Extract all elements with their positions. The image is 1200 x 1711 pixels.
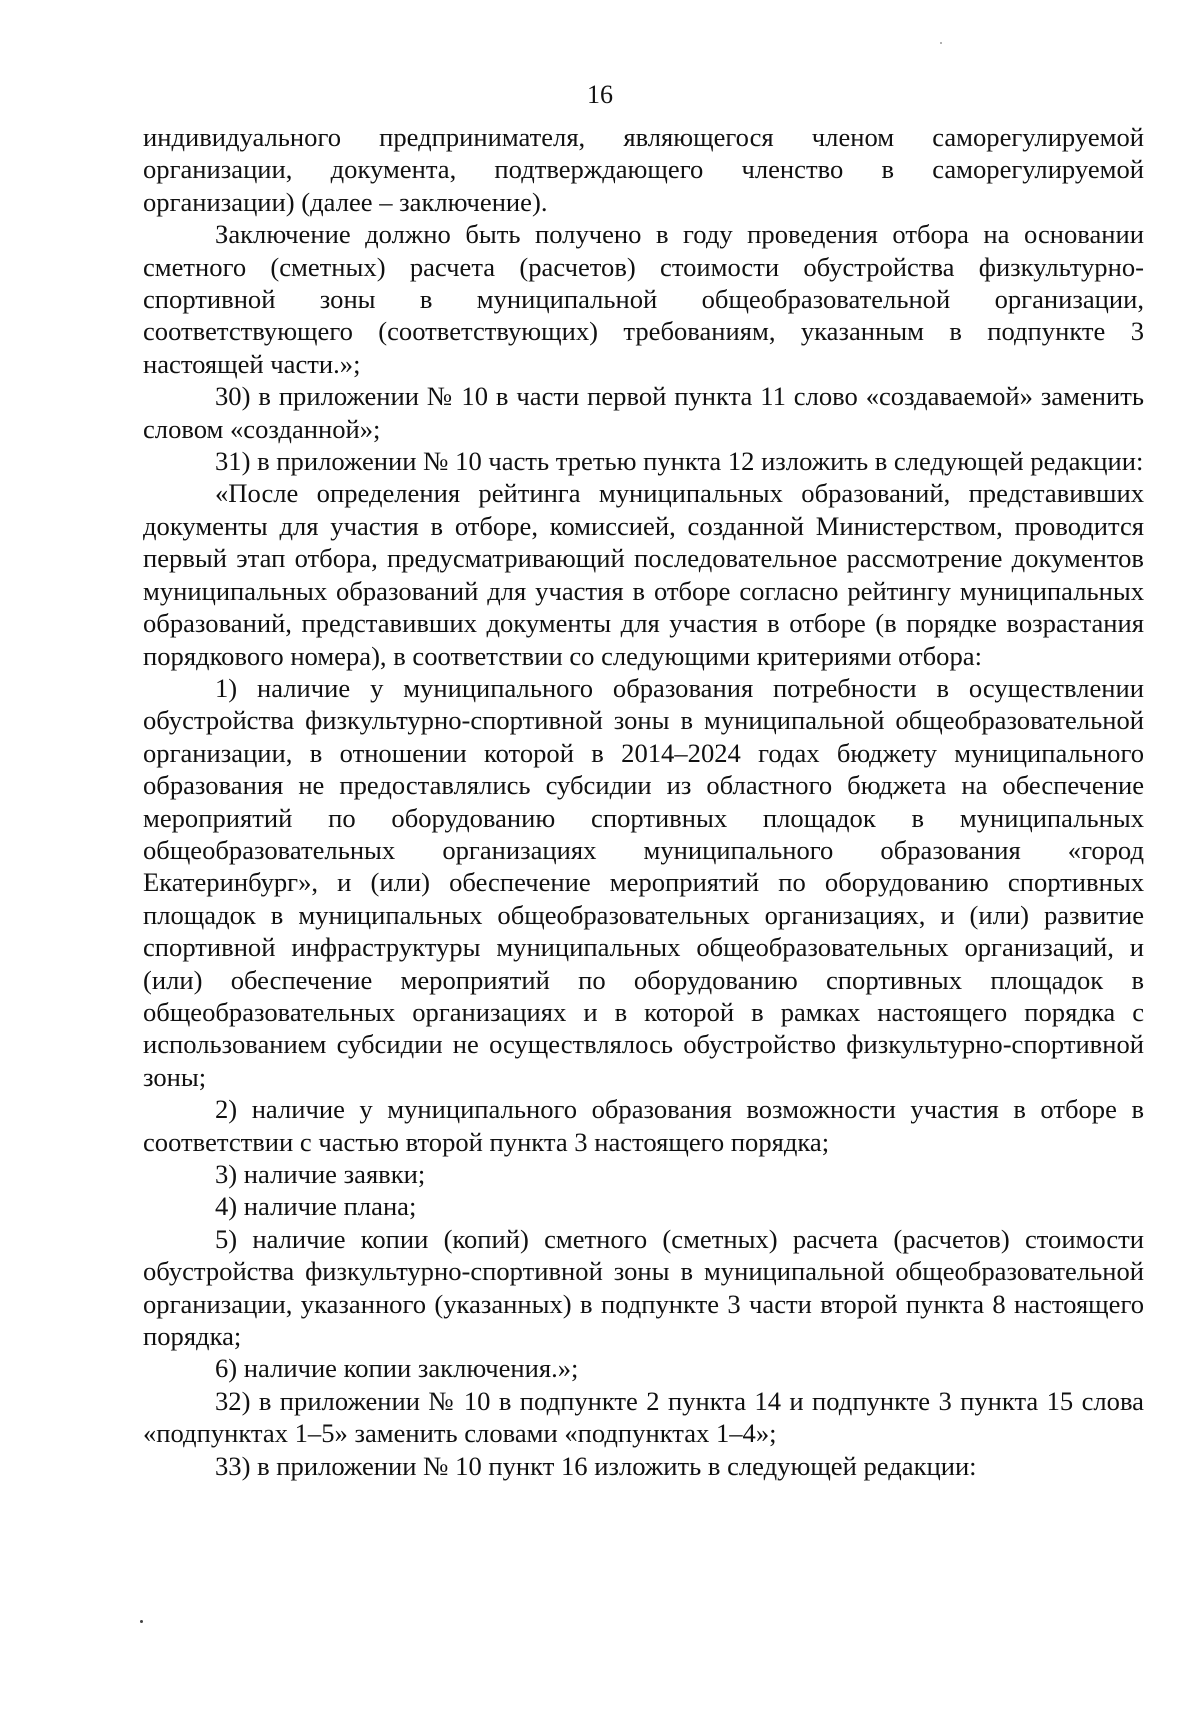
criterion-2: 2) наличие у муниципального образования возможности участия в отборе в соответствии с частью второй пункта 3 настоящего порядка; xyxy=(143,1094,1144,1157)
criterion-1: 1) наличие у муниципального образования потребности в осуществлении обустройства физкультурно-спортивной зоны в муниципальной общеобразовательной организации, в отношении которой в 2014–2024 годах бюджету муниципального образования не предоставлялись субсидии из областного бюджета на обеспечение мероприятий по оборудованию спортивных площадок в муниципальных общеобразовательных организациях муниципального образования «город Екатеринбург», и (или) обеспечение мероприятий по оборудованию спортивных площадок в муниципальных общеобразовательных организациях, и (или) развитие спортивной инфраструктуры муниципальных общеобразовательных организаций, и (или) обеспечение мероприятий по оборудованию спортивных площадок в общеобразовательных организациях и в которой в рамках настоящего порядка с использованием субсидии не осуществлялось обустройство физкультурно-спортивной зоны; xyxy=(143,672,1144,1092)
paragraph-item-31: 31) в приложении № 10 часть третью пункта 12 изложить в следующей редакции: xyxy=(215,446,1144,477)
page-number: 16 xyxy=(587,80,613,109)
paragraph-rating-selection: «После определения рейтинга муниципальных образований, представивших документы для участия в отборе, комиссией, созданной Министерством, проводится первый этап отбора, предусматривающий последовательное рассмотрение документов муниципальных образований для участия в отборе согласно рейтингу муниципальных образований, представивших документы для участия в отборе (в порядке возрастания порядкового номера), в соответствии со следующими критериями отбора: xyxy=(143,478,1144,671)
paragraph-item-33: 33) в приложении № 10 пункт 16 изложить в следующей редакции: xyxy=(215,1450,977,1481)
scan-speck xyxy=(140,1620,143,1623)
criterion-3: 3) наличие заявки; xyxy=(215,1159,426,1189)
criterion-4: 4) наличие плана; xyxy=(215,1191,417,1222)
paragraph-item-30: 30) в приложении № 10 в части первой пункта 11 слово «создаваемой» заменить словом «созданной»; xyxy=(143,381,1144,444)
paragraph-item-32: 32) в приложении № 10 в подпункте 2 пункта 14 и подпункте 3 пункта 15 слова «подпунктах 1–5» заменить словами «подпунктах 1–4»; xyxy=(143,1385,1144,1449)
criterion-5: 5) наличие копии (копий) сметного (сметных) расчета (расчетов) стоимости обустройства физкультурно-спортивной зоны в муниципальной общеобразовательной организации, указанного (указанных) в подпункте 3 части второй пункта 8 настоящего порядка; xyxy=(143,1223,1144,1352)
paragraph-continuation: индивидуального предпринимателя, являющегося членом саморегулируемой организации, документа, подтверждающего членство в саморегулируемой организации) (далее – заключение). xyxy=(143,122,1144,217)
paragraph-conclusion-requirement: Заключение должно быть получено в году проведения отбора на основании сметного (сметных) расчета (расчетов) стоимости обустройства физкультурно-спортивной зоны в муниципальной общеобразовательной организации, соответствующего (соответствующих) требованиям, указанным в подпункте 3 настоящей части.»; xyxy=(143,219,1144,379)
criterion-6: 6) наличие копии заключения.»; xyxy=(215,1353,579,1384)
scan-speck xyxy=(940,42,942,44)
document-body xyxy=(143,121,1144,1482)
